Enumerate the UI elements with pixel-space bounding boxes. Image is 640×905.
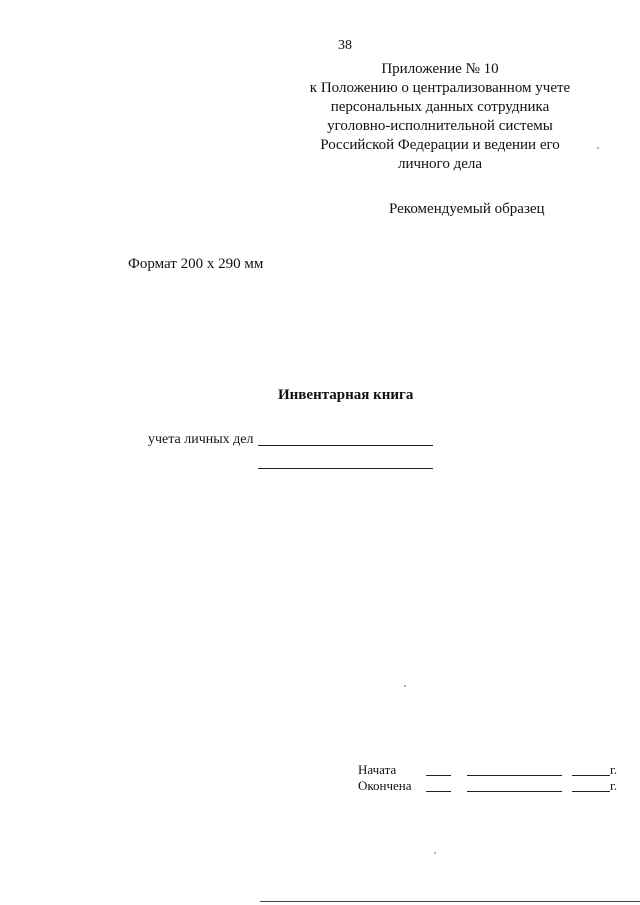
started-day-blank[interactable] [426,775,451,776]
scan-bottom-edge [260,901,640,902]
book-title: Инвентарная книга [278,387,414,403]
appendix-heading [300,60,580,174]
started-label: Начата [358,762,397,777]
scan-speck [597,147,599,149]
appendix-line: уголовно-исполнительной системы [327,118,553,134]
scan-speck [434,852,436,854]
appendix-line: к Положению о централизованном учете [309,80,571,96]
accounting-blank-line-2[interactable] [258,468,433,469]
finished-year-suffix: г. [610,778,618,793]
started-year-blank[interactable] [572,775,610,776]
format-note: Формат 200 x 290 мм [128,256,264,272]
started-month-blank[interactable] [467,775,562,776]
sample-note: Рекомендуемый образец [389,201,545,217]
appendix-line: персональных данных сотрудника [330,99,550,115]
scan-speck [404,685,406,687]
page-number: 38 [338,38,352,53]
finished-day-blank[interactable] [426,791,451,792]
finished-month-blank[interactable] [467,791,562,792]
started-year-suffix: г. [610,762,618,777]
accounting-blank-line-1[interactable] [258,445,433,446]
finished-label: Окончена [358,778,412,793]
appendix-line: Российской Федерации и ведении его [320,137,560,153]
appendix-line: Приложение № 10 [381,61,499,77]
appendix-line: личного дела [397,156,483,172]
accounting-label: учета личных дел [148,432,254,447]
finished-year-blank[interactable] [572,791,610,792]
